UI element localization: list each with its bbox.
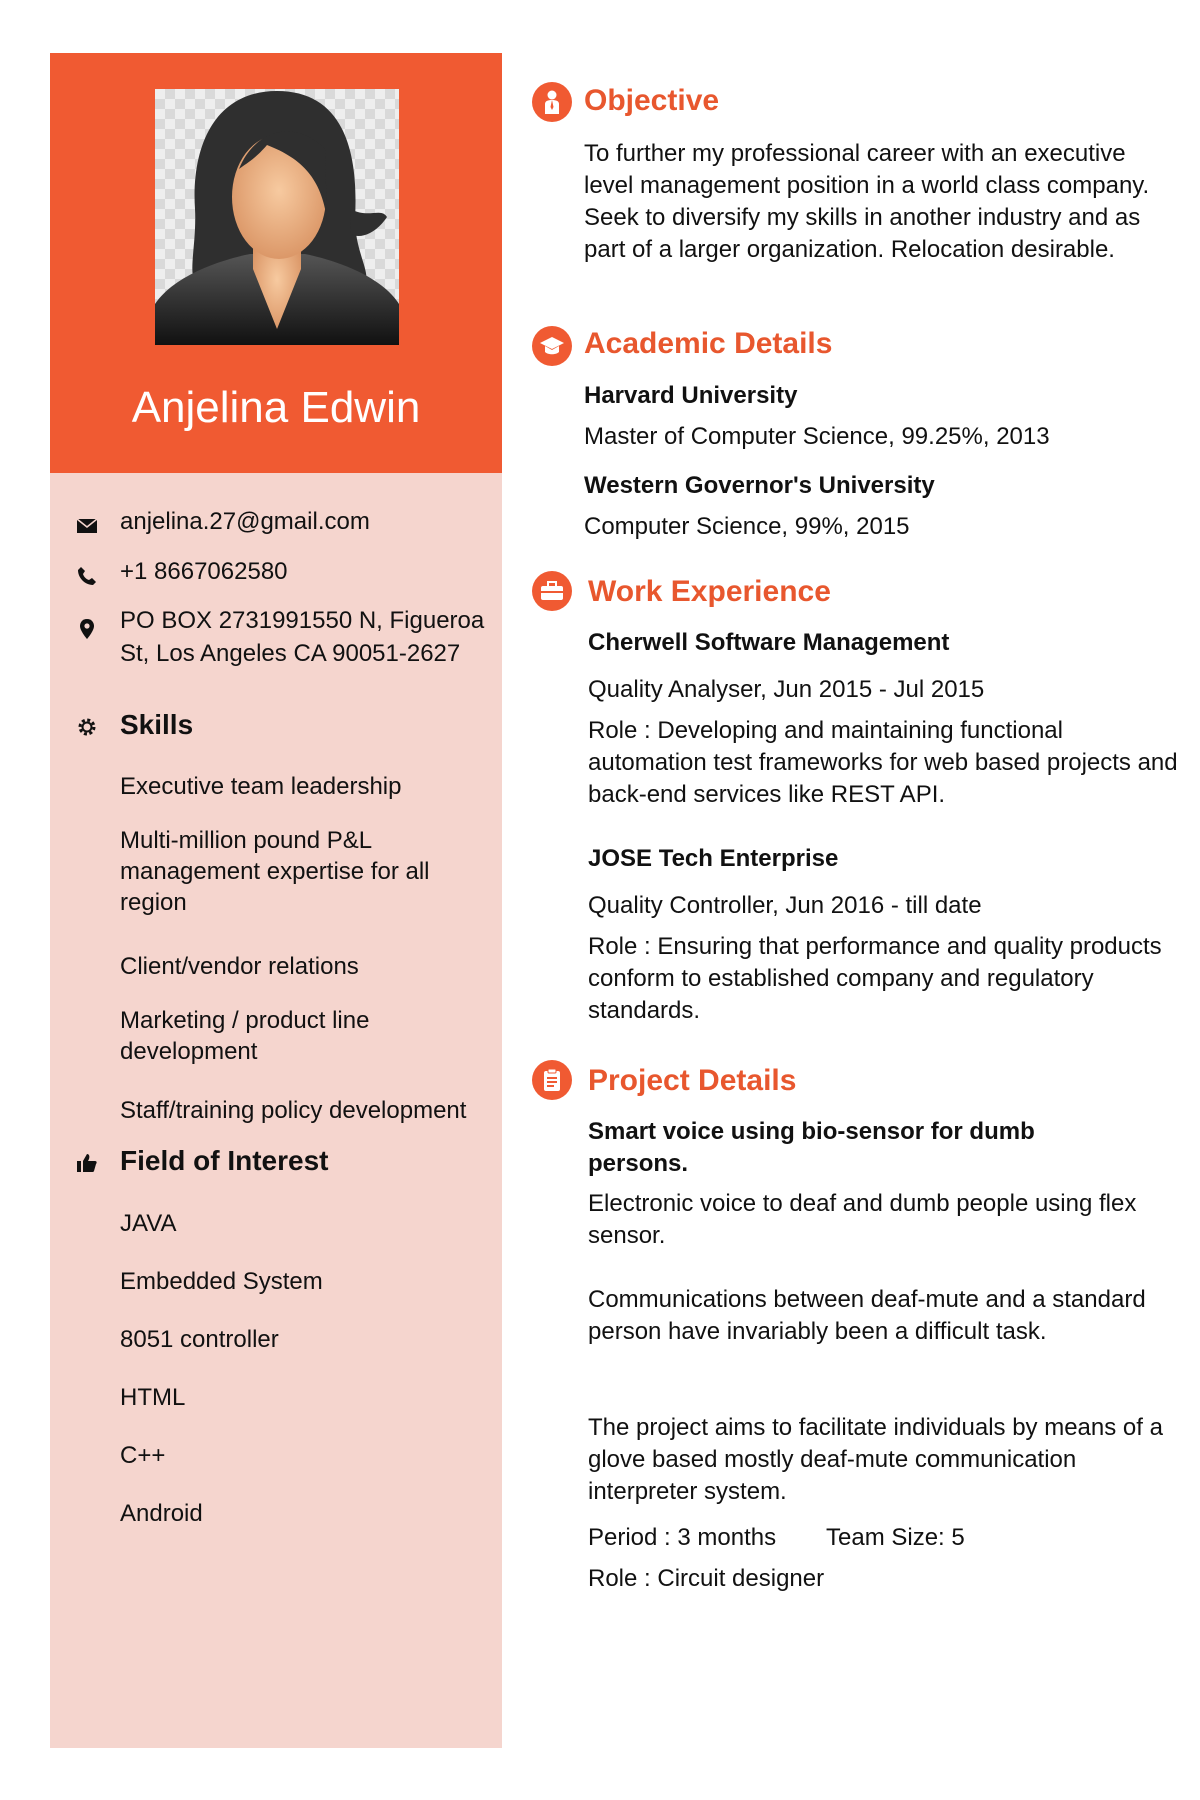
skill-item: Executive team leadership [120,773,402,800]
school-name: Western Governor's University [584,472,935,499]
address-text: PO BOX 2731991550 N, Figueroa St, Los Angeles CA 90051-2627 [120,607,485,667]
avatar-icon [155,89,399,345]
project-desc: Communications between deaf-mute and a standard person have invariably been a difficult task. [588,1286,1146,1345]
project-period: Period : 3 months [588,1524,777,1551]
interest-item: JAVA [120,1210,177,1237]
thumbs-up-icon [74,1150,100,1176]
job-role: Role : Ensuring that performance and quality products conform to established company and regulatory standards. [588,933,1162,1024]
work-title: Work Experience [588,575,831,608]
phone-text[interactable]: +1 8667062580 [120,558,288,585]
objective-title: Objective [584,84,720,117]
location-pin-icon [74,616,100,642]
project-title: Project Details [588,1064,797,1097]
school-name: Harvard University [584,382,798,409]
envelope-icon [74,513,100,539]
school-detail: Master of Computer Science, 99.25%, 2013 [584,423,1050,450]
job-role: Role : Developing and maintaining functional automation test frameworks for web based projects and back-end services like REST API. [588,717,1178,808]
project-name: Smart voice using bio-sensor for dumb persons. [588,1118,1035,1177]
email-text[interactable]: anjelina.27@gmail.com [120,508,370,535]
project-role: Role : Circuit designer [588,1565,825,1592]
skill-item: Client/vendor relations [120,953,359,980]
profile-header [50,53,502,473]
project-team-size: Team Size: 5 [826,1524,965,1551]
job-position: Quality Analyser, Jun 2015 - Jul 2015 [588,676,985,703]
main-content [530,0,1178,1800]
profile-photo [155,89,399,345]
phone-icon [74,563,100,589]
objective-text: To further my professional career with an executive level management position in a world class company. Seek to diversify my skills in another industry and as part of a larger organization. Relocation desirable. [584,140,1150,263]
company-name: JOSE Tech Enterprise [588,845,839,872]
skill-item: Multi-million pound P&L management expertise for all region [120,827,430,916]
project-desc: Electronic voice to deaf and dumb people using flex sensor. [588,1190,1137,1249]
gear-icon [74,714,100,740]
interest-item: 8051 controller [120,1326,279,1353]
interest-item: HTML [120,1384,186,1411]
skills-title: Skills [120,709,194,740]
briefcase-icon [532,571,572,611]
skill-item: Marketing / product line development [120,1007,370,1065]
profile-name: Anjelina Edwin [131,383,421,432]
graduation-cap-icon [532,326,572,366]
sidebar [50,53,502,1748]
interests-title: Field of Interest [120,1145,329,1176]
interest-item: Android [120,1500,203,1527]
school-detail: Computer Science, 99%, 2015 [584,513,910,540]
job-position: Quality Controller, Jun 2016 - till date [588,892,982,919]
skill-item: Staff/training policy development [120,1097,467,1124]
interest-item: Embedded System [120,1268,323,1295]
clipboard-icon [532,1060,572,1100]
person-icon [532,82,572,122]
project-desc: The project aims to facilitate individuals by means of a glove based mostly deaf-mute communication interpreter system. [588,1414,1163,1505]
academic-title: Academic Details [584,327,833,360]
company-name: Cherwell Software Management [588,629,950,656]
interest-item: C++ [120,1442,166,1469]
